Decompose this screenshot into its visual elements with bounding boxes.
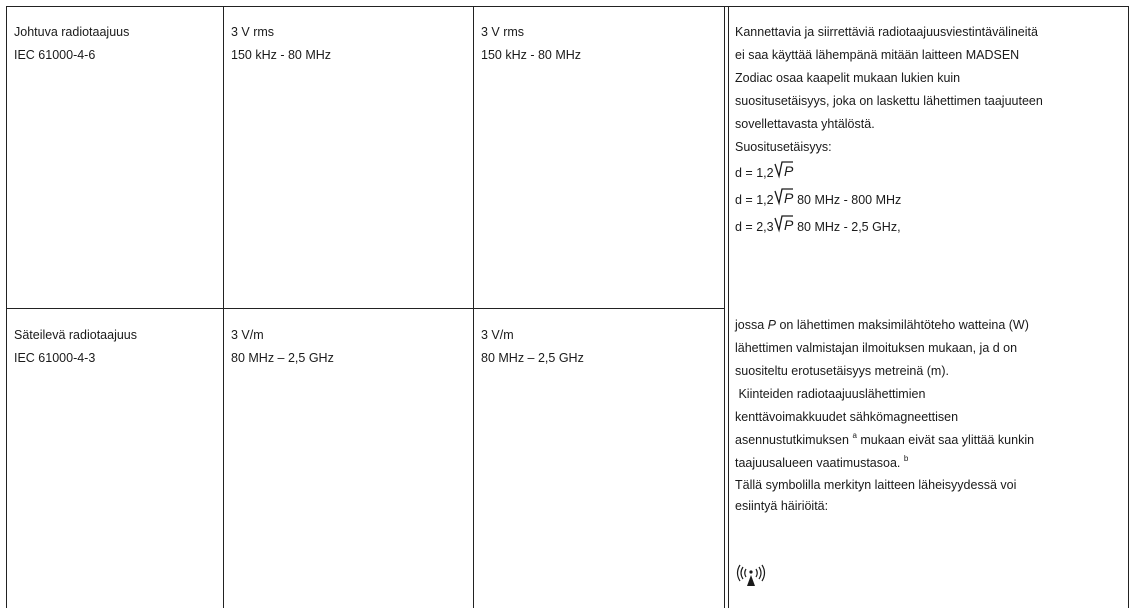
footnote-a: a bbox=[852, 431, 857, 440]
square-root-icon bbox=[774, 215, 794, 242]
guidance-line: kenttävoimakkuudet sähkömagneettisen bbox=[735, 410, 959, 424]
row-1-phenomenon-cell bbox=[14, 21, 129, 67]
footnote-b: b bbox=[903, 454, 909, 463]
guidance-line: Kiinteiden radiotaajuuslähettimien bbox=[735, 387, 926, 401]
power-variable: P bbox=[767, 318, 776, 332]
row-1-compliance-level-cell bbox=[481, 21, 581, 67]
formula-1 bbox=[735, 161, 901, 188]
guidance-line: suositeltu erotusetäisyys metreinä (m). bbox=[735, 364, 949, 378]
svg-text:P: P bbox=[783, 163, 793, 179]
compliance-level-value: 3 V rms bbox=[481, 25, 525, 39]
test-level-value: 3 V rms bbox=[231, 25, 275, 39]
row-divider bbox=[6, 308, 724, 309]
phenomenon-standard: IEC 61000-4-6 bbox=[14, 48, 96, 62]
non-ionizing-radiation-icon bbox=[734, 562, 768, 588]
row-1-test-level-cell bbox=[231, 21, 331, 67]
row-2-compliance-level-cell bbox=[481, 324, 584, 370]
svg-text:P: P bbox=[783, 190, 793, 206]
power-definition: jossa P on lähettimen maksimilähtöteho watteina (W) bbox=[735, 318, 1029, 332]
svg-text:P: P bbox=[783, 217, 793, 233]
table-border-left bbox=[6, 6, 7, 608]
row-2-phenomenon-cell bbox=[14, 324, 137, 370]
square-root-icon bbox=[774, 161, 794, 188]
guidance-details bbox=[735, 314, 1034, 517]
guidance-line: ei saa käyttää lähempänä mitään laitteen MADSEN bbox=[735, 48, 1020, 62]
phenomenon-name: Johtuva radiotaajuus bbox=[14, 25, 130, 39]
guidance-line: Tällä symbolilla merkityn laitteen läheisyydessä voi bbox=[735, 478, 1017, 492]
table-border-top bbox=[6, 6, 1129, 7]
compliance-level-range: 80 MHz – 2,5 GHz bbox=[481, 351, 584, 365]
phenomenon-standard: IEC 61000-4-3 bbox=[14, 351, 96, 365]
formula-prefix: d = 1,2 bbox=[735, 166, 774, 180]
formula-range: 80 MHz - 2,5 GHz, bbox=[797, 220, 901, 234]
test-level-range: 80 MHz – 2,5 GHz bbox=[231, 351, 334, 365]
compliance-line: taajuusalueen vaatimustasoa. $^b$ bbox=[735, 454, 909, 470]
column-divider-1 bbox=[223, 6, 224, 608]
guidance-cell-left-edge bbox=[728, 6, 729, 608]
formula-2 bbox=[735, 188, 901, 215]
guidance-line: esiintyä häiriöitä: bbox=[735, 499, 829, 513]
square-root-icon bbox=[774, 188, 794, 215]
test-level-range: 150 kHz - 80 MHz bbox=[231, 48, 332, 62]
survey-line: asennustutkimuksen $^a$ mukaan eivät saa ylittää kunkin bbox=[735, 431, 1035, 447]
formula-range: 80 MHz - 800 MHz bbox=[797, 193, 902, 207]
row-2-test-level-cell bbox=[231, 324, 334, 370]
formula-list bbox=[735, 161, 901, 242]
compliance-level-range: 150 kHz - 80 MHz bbox=[481, 48, 582, 62]
guidance-intro bbox=[735, 21, 1043, 159]
formula-3 bbox=[735, 215, 901, 242]
compliance-level-value: 3 V/m bbox=[481, 328, 514, 342]
formula-prefix: d = 1,2 bbox=[735, 193, 774, 207]
guidance-line: sovellettavasta yhtälöstä. bbox=[735, 117, 875, 131]
guidance-line: Zodiac osaa kaapelit mukaan lukien kuin bbox=[735, 71, 961, 85]
test-level-value: 3 V/m bbox=[231, 328, 264, 342]
guidance-line: lähettimen valmistajan ilmoituksen mukaan, ja d on bbox=[735, 341, 1018, 355]
guidance-line: Kannettavia ja siirrettäviä radiotaajuusviestintävälineitä bbox=[735, 25, 1038, 39]
formula-prefix: d = 2,3 bbox=[735, 220, 774, 234]
guidance-line: suositusetäisyys, joka on laskettu lähettimen taajuuteen bbox=[735, 94, 1043, 108]
column-divider-2 bbox=[473, 6, 474, 608]
phenomenon-name: Säteilevä radiotaajuus bbox=[14, 328, 137, 342]
column-divider-3 bbox=[724, 6, 725, 608]
recommended-distance-label: Suositusetäisyys: bbox=[735, 140, 832, 154]
